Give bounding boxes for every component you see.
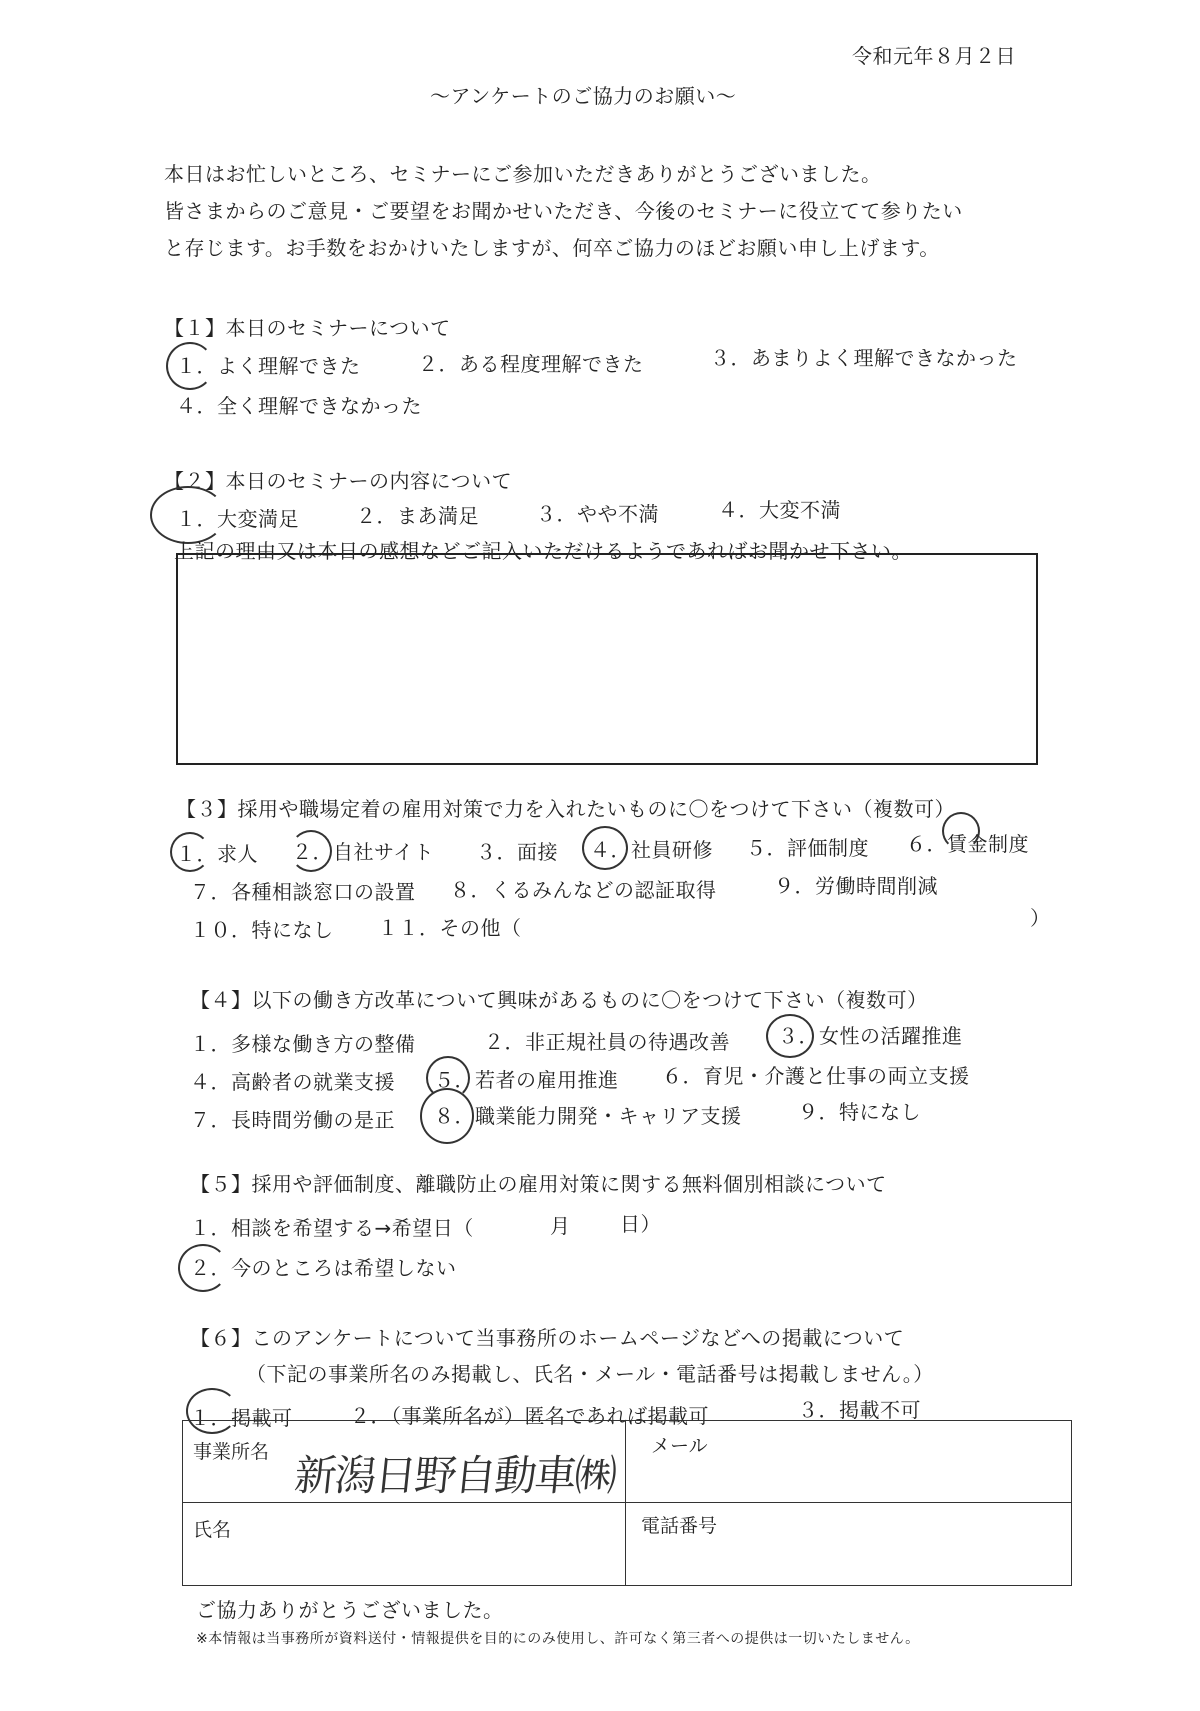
q1-option-2[interactable]: ２．ある程度理解できた [418,352,644,376]
q4-option-4[interactable]: ４．高齢者の就業支援 [190,1070,395,1094]
q4-option-1[interactable]: １．多様な働き方の整備 [190,1032,416,1056]
company-value[interactable]: 新潟日野自動車㈱ [292,1451,618,1500]
page-title: ～アンケートのご協力のお願い～ [430,84,737,108]
q3-option-3[interactable]: ３．面接 [476,840,558,864]
q3-option-5[interactable]: ５．評価制度 [746,836,869,860]
q2-heading: 【２】本日のセミナーの内容について [164,469,513,493]
phone-label: 電話番号 [641,1515,718,1537]
q3-other-close: ） [1030,906,1051,930]
email-label: メール [651,1435,708,1457]
q3-circle-mark-6 [942,812,980,850]
name-label: 氏名 [193,1519,232,1541]
q3-heading: 【３】採用や職場定着の雇用対策で力を入れたいものに〇をつけて下さい（複数可） [176,797,955,821]
q5-heading: 【５】採用や評価制度、離職防止の雇用対策に関する無料個別相談について [190,1172,887,1196]
q1-heading: 【１】本日のセミナーについて [164,316,451,340]
q3-option-9[interactable]: ９．労働時間削減 [774,874,938,898]
q3-option-2[interactable]: ２．自社サイト [292,840,435,864]
q3-circle-mark-4 [582,826,628,870]
q4-option-9[interactable]: ９．特になし [798,1100,921,1124]
q3-option-10[interactable]: １０．特になし [190,918,334,942]
q4-option-6[interactable]: ６．育児・介護と仕事の両立支援 [662,1064,970,1088]
disclaimer-text: ※本情報は当事務所が資料送付・情報提供を目的にのみ使用し、許可なく第三者への提供は一切いたしません。 [196,1631,920,1647]
q4-option-7[interactable]: ７．長時間労働の是正 [190,1108,395,1132]
q3-option-4[interactable]: ４．社員研修 [590,838,713,862]
q2-reason-prompt: 上記の理由又は本日の感想などご記入いただけるようであればお聞かせ下さい。 [174,539,912,563]
q3-circle-mark-1 [170,832,210,872]
intro-line-2: 皆さまからのご意見・ご要望をお聞かせいただき、今後のセミナーに役立てて参りたい [164,199,963,223]
contact-form-table [182,1420,1072,1586]
q4-circle-mark-3 [766,1014,814,1058]
q2-comment-box[interactable] [176,553,1038,765]
q1-option-3[interactable]: ３．あまりよく理解できなかった [710,346,1018,370]
q1-circle-mark [166,342,214,390]
q6-option-2[interactable]: ２．（事業所名が）匿名であれば掲載可 [350,1404,709,1428]
q3-circle-mark-2 [290,830,332,872]
intro-line-1: 本日はお忙しいところ、セミナーにご参加いただきありがとうございました。 [164,162,882,186]
q2-option-4[interactable]: ４．大変不満 [718,498,841,522]
q4-option-3[interactable]: ３．女性の活躍推進 [778,1024,963,1048]
q5-month-label: 月 [550,1214,571,1238]
date: 令和元年８月２日 [852,44,1016,68]
q6-note: （下記の事業所名のみ掲載し、氏名・メール・電話番号は掲載しません。） [246,1362,934,1386]
q2-option-3[interactable]: ３．やや不満 [536,502,659,526]
q4-option-5[interactable]: ５．若者の雇用推進 [434,1068,619,1092]
q3-option-11[interactable]: １１．その他（ [378,916,522,940]
q5-option-2[interactable]: ２．今のところは希望しない [190,1256,457,1280]
q2-option-2[interactable]: ２．まあ満足 [356,504,479,528]
q1-option-1[interactable]: １．よく理解できた [176,354,361,378]
q4-option-8[interactable]: ８．職業能力開発・キャリア支援 [434,1104,742,1128]
q4-heading: 【４】以下の働き方改革について興味があるものに〇をつけて下さい（複数可） [190,988,928,1012]
thanks-text: ご協力ありがとうございました。 [196,1598,504,1622]
q3-option-7[interactable]: ７．各種相談窓口の設置 [190,880,416,904]
q4-circle-mark-8 [420,1088,474,1144]
q6-option-3[interactable]: ３．掲載不可 [798,1398,921,1422]
q5-option-1[interactable]: １．相談を希望する→希望日（ [190,1216,474,1240]
form-column-divider [625,1421,626,1585]
q6-heading: 【６】このアンケートについて当事務所のホームページなどへの掲載について [190,1326,905,1350]
q5-circle-mark [178,1244,228,1292]
company-label: 事業所名 [193,1441,270,1463]
q3-option-8[interactable]: ８．くるみんなどの認証取得 [450,878,717,902]
q5-day-label: 日） [620,1212,661,1236]
q2-option-1[interactable]: １．大変満足 [176,507,299,531]
q3-option-6[interactable]: ６．賃金制度 [906,832,1029,856]
q1-option-4[interactable]: ４．全く理解できなかった [176,394,422,418]
q3-option-1[interactable]: １．求人 [176,842,258,866]
intro-line-3: と存じます。お手数をおかけいたしますが、何卒ご協力のほどお願い申し上げます。 [164,236,940,260]
q6-option-1[interactable]: １．掲載可 [190,1406,293,1430]
q4-option-2[interactable]: ２．非正規社員の待遇改善 [484,1030,730,1054]
